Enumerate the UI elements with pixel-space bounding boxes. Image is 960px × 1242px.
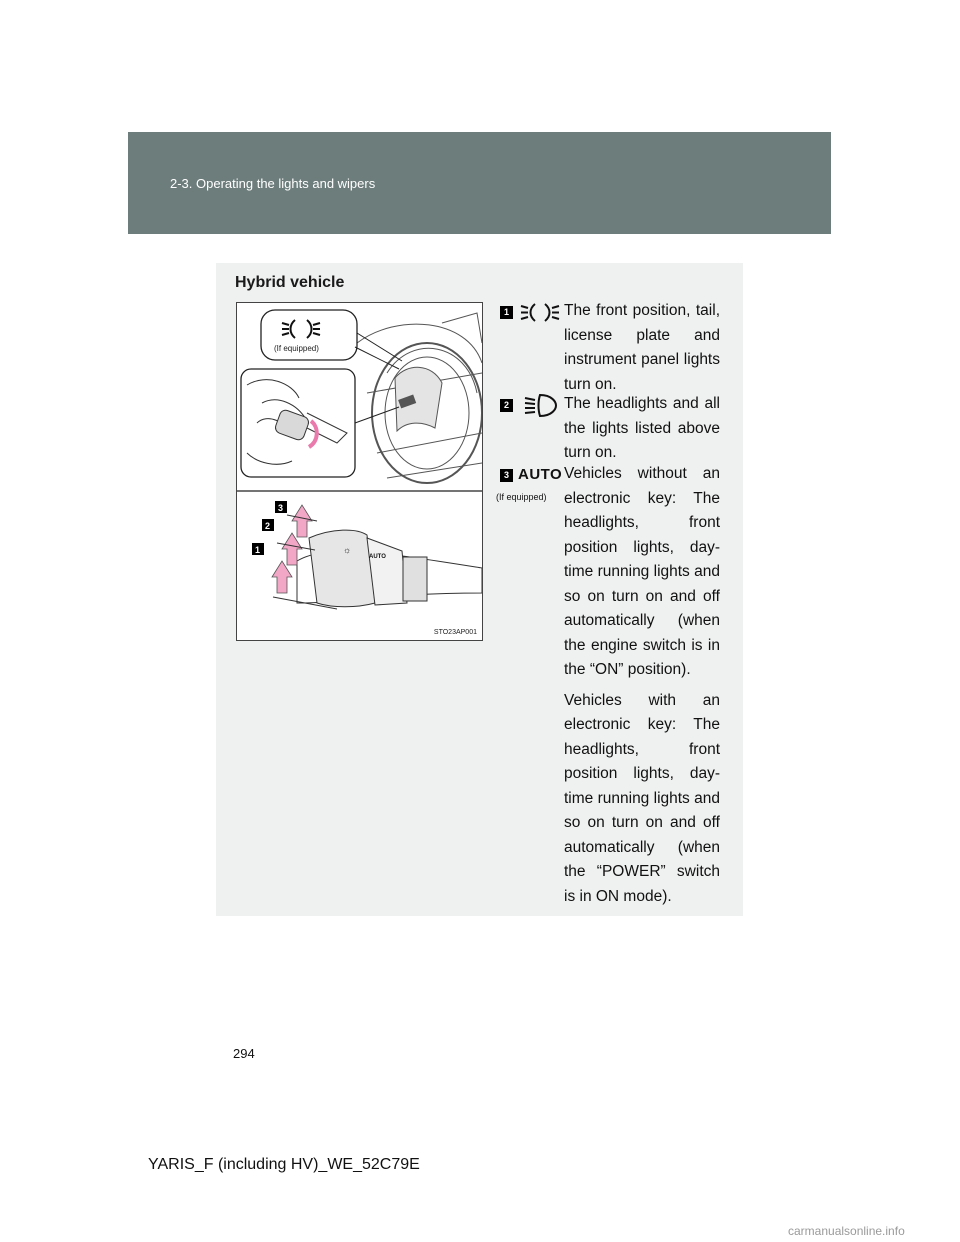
item-text: The headlights and all the lights listed above turn on. [564,395,720,461]
item-number: 2 [500,399,513,412]
figure-code: STO23AP001 [433,629,477,636]
item-text-with-key: Vehicles with an electronic key: The headlights, front position lights, day-time running lights and so on turn on and off automatically (when the “POWER” switch is in ON mode). [564,691,720,905]
item-text-without-key: Vehicles without an electronic key: The headlights, front position lights, day-time running lights and so on turn on and off automatically (when the engine switch is in the “ON” position). [564,465,720,678]
auto-switch-label: AUTO [369,554,386,560]
figure-marker-2: 2 [265,521,271,531]
light-mode-list [496,299,720,909]
item-text: The front position, tail, license plate and instrument panel lights turn on. [564,302,720,393]
tail-lights-icon [518,299,562,325]
switch-drawing [237,303,482,640]
light-switch-illustration [236,302,483,641]
callout-label: (If equipped) [274,344,319,353]
auto-label-icon: AUTO [518,466,563,483]
panel-title: Hybrid vehicle [235,274,345,291]
list-item [500,392,720,462]
section-title: 2-3. Operating the lights and wipers [170,176,376,191]
if-equipped-note: (If equipped) [496,492,547,502]
svg-text:☼: ☼ [343,545,352,555]
page-number: 294 [233,1046,255,1061]
list-item [496,462,720,909]
watermark: carmanualsonline.info [788,1224,905,1238]
item-number: 1 [500,306,513,319]
section-header [128,132,831,234]
list-item [500,299,720,392]
info-panel [216,263,743,916]
document-footer: YARIS_F (including HV)_WE_52C79E [148,1156,420,1173]
figure-marker-1: 1 [255,545,261,555]
headlights-icon [518,392,562,418]
figure-marker-3: 3 [278,503,284,513]
item-number: 3 [500,469,513,482]
